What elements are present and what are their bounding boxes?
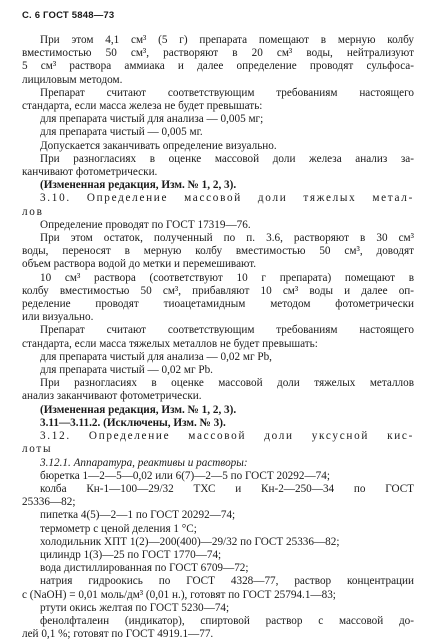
text-line: объем раствора водой до метки и перемешивают. <box>22 258 257 271</box>
text-line: 10 см³ раствора (соответствуют 10 г препарата) помещают в <box>40 271 414 284</box>
page-header: С. 6 ГОСТ 5848—73 <box>22 10 115 21</box>
text-line: анализ заканчивают фотометрически. <box>22 390 202 403</box>
text-line: (Измененная редакция, Изм. № 1, 2, 3). <box>40 403 237 416</box>
text-line: лей 0,1 %; готовят по ГОСТ 4919.1—77. <box>22 628 214 641</box>
text-line: 5 см³ раствора аммиака и далее определение проводят сульфоса- <box>22 60 414 73</box>
text-line: вода дистиллированная по ГОСТ 6709—72; <box>40 562 249 575</box>
text-line: 3.12.1. Аппаратура, реактивы и растворы: <box>40 456 248 469</box>
text-line: Определение проводят по ГОСТ 17319—76. <box>40 218 251 231</box>
text-line: с (NaOH) = 0,01 моль/дм³ (0,01 н.), готовят по ГОСТ 25794.1—83; <box>22 588 336 601</box>
text-line: лициловым методом. <box>22 73 123 86</box>
text-line: ределение проводят тиоацетамидным методом фотометрически <box>22 298 414 311</box>
text-line: холодильник ХПТ 1(2)—200(400)—29/32 по ГОСТ 25336—82; <box>40 535 340 548</box>
text-line: При этом 4,1 см³ (5 г) препарата помещают в мерную колбу <box>40 34 414 46</box>
text-line: бюретка 1—2—5—0,02 или 6(7)—2—5 по ГОСТ 20292—74; <box>40 469 330 482</box>
text-line: канчивают фотометрически. <box>22 166 158 179</box>
text-line: ртути окись желтая по ГОСТ 5230—74; <box>40 601 230 614</box>
text-line: воды, переносят в мерную колбу вместимостью 50 см³, доводят <box>22 245 414 258</box>
text-line: колба Кн-1—100—29/32 ТХС и Кн-2—250—34 по ГОСТ <box>40 482 414 495</box>
text-line: 3.12. Определение массовой доли уксусной кис- <box>40 430 414 443</box>
text-line: При разногласиях в оценке массовой доли железа анализ за- <box>40 152 414 165</box>
text-line: лов <box>22 205 44 218</box>
text-line: пипетка 4(5)—2—1 по ГОСТ 20292—74; <box>40 509 236 522</box>
text-line: Допускается заканчивать определение визуально. <box>40 139 277 152</box>
text-line: колбу вместимостью 50 см³, прибавляют 10 см³ воды и далее оп- <box>22 284 414 297</box>
text-line: При разногласиях в оценке массовой доли тяжелых металлов <box>40 377 414 390</box>
text-line: для препарата чистый для анализа — 0,02 мг Pb, <box>40 350 272 363</box>
text-line: цилиндр 1(3)—25 по ГОСТ 1770—74; <box>40 548 222 561</box>
text-line: Препарат считают соответствующим требованиям настоящего <box>40 86 414 99</box>
text-line: или визуально. <box>22 311 94 324</box>
text-line: Препарат считают соответствующим требованиям настоящего <box>40 324 414 337</box>
text-line: 3.11—3.11.2. (Исключены, Изм. № 3). <box>40 416 226 429</box>
text-line: лоты <box>22 443 53 456</box>
text-line: фенолфталеин (индикатор), спиртовой раствор с массовой до- <box>40 614 414 627</box>
text-line: термометр с ценой деления 1 °С; <box>40 522 197 535</box>
text-line: для препарата чистый — 0,005 мг. <box>40 126 203 139</box>
text-line: для препарата чистый — 0,02 мг Pb. <box>40 364 213 377</box>
text-line: стандарта, если масса тяжелых металлов не будет превышать: <box>22 337 318 350</box>
document-body <box>22 34 414 641</box>
text-line: (Измененная редакция, Изм. № 1, 2, 3). <box>40 179 237 192</box>
text-line: При этом остаток, полученный по п. 3.6, растворяют в 30 см³ <box>40 232 414 245</box>
text-line: для препарата чистый для анализа — 0,005 мг; <box>40 113 264 126</box>
text-line: 3.10. Определение массовой доли тяжелых метал- <box>40 192 414 205</box>
text-line: стандарта, если масса железа не будет превышать: <box>22 100 263 113</box>
text-line: натрия гидроокись по ГОСТ 4328—77, раствор концентрации <box>40 575 414 588</box>
text-line: вместимостью 50 см³, растворяют в 20 см³ воды, нейтрализуют <box>22 47 414 60</box>
text-line: 25336—82; <box>22 496 76 509</box>
